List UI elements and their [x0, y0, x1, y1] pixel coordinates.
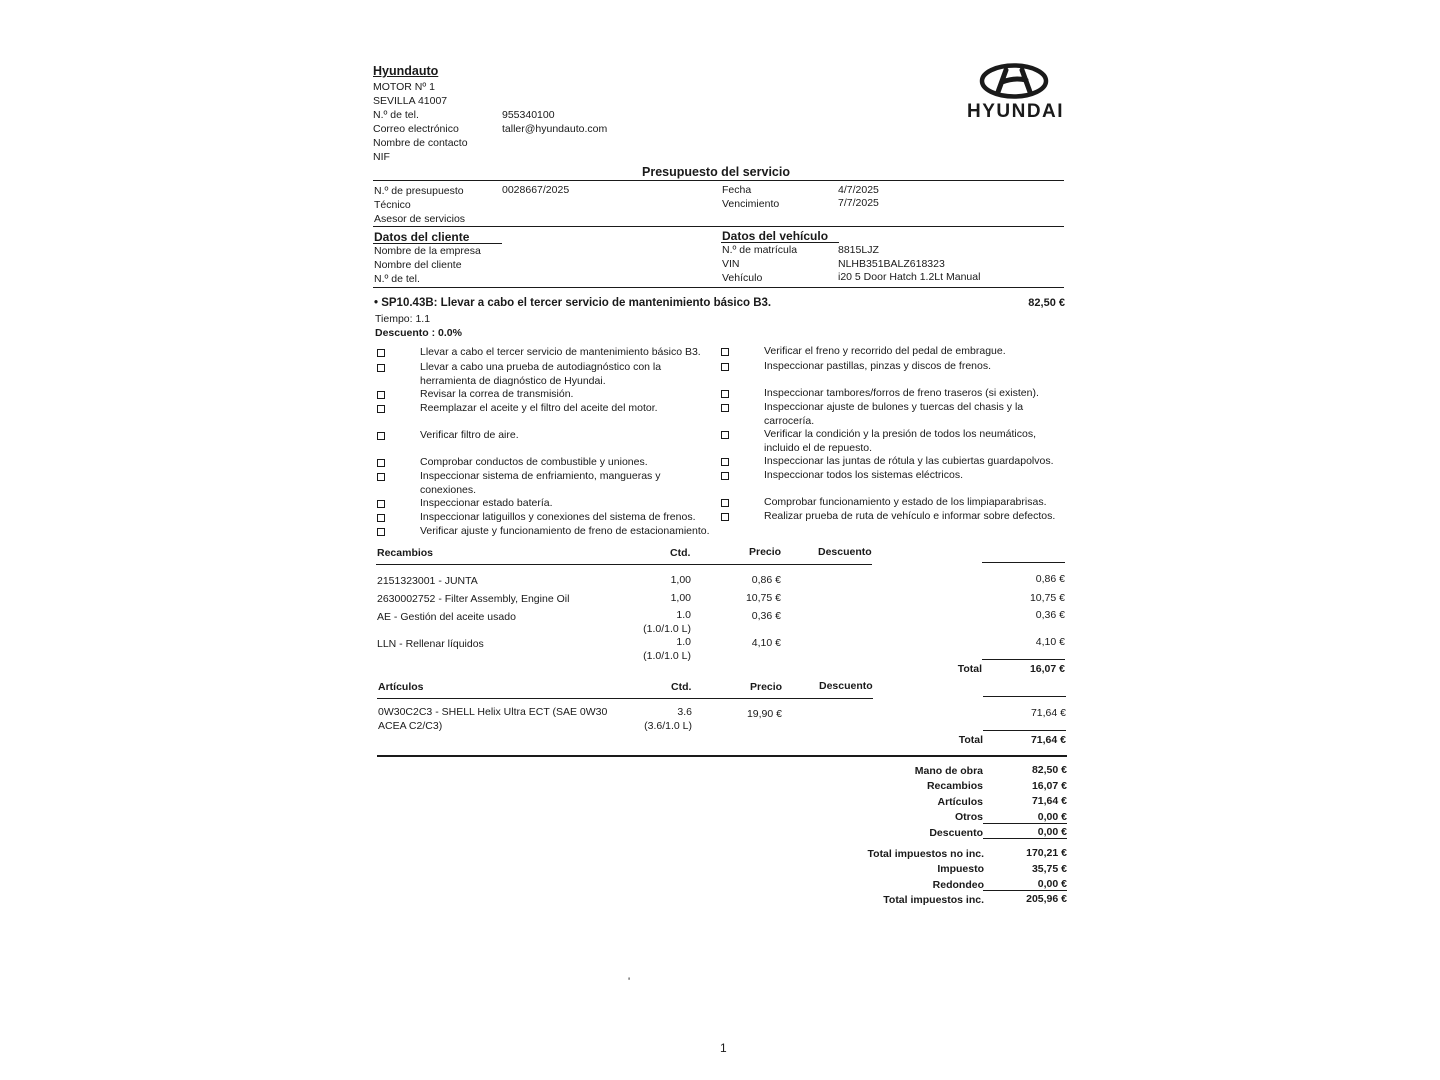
budget-divider [373, 226, 1064, 227]
tax-line [983, 890, 1067, 891]
checkbox-icon[interactable] [721, 404, 729, 412]
checkbox-icon[interactable] [377, 500, 385, 508]
articles-subtotal-divider [983, 730, 1066, 731]
hyundai-logo-icon [979, 63, 1049, 99]
vin-value: NLHB351BALZ618323 [838, 258, 945, 270]
checkbox-icon[interactable] [377, 391, 385, 399]
parts-total-value: 16,07 € [1029, 663, 1065, 675]
checkbox-icon[interactable] [721, 390, 729, 398]
vehicle-heading-underline [721, 242, 839, 243]
checkbox-icon[interactable] [377, 349, 385, 357]
task-right-2: Inspeccionar pastillas, pinzas y discos de frenos. [764, 360, 992, 372]
summary-parts-label: Recambios [926, 780, 983, 792]
service-discount: Descuento : 0.0% [375, 327, 462, 339]
page-number: 1 [720, 1041, 727, 1055]
vehicle-heading: Datos del vehículo [722, 229, 829, 243]
checkbox-icon[interactable] [721, 348, 729, 356]
articles-total-col-divider [983, 696, 1066, 697]
articles-col-qty: Ctd. [671, 681, 692, 693]
company-email: taller@hyundauto.com [502, 123, 608, 135]
articles-total-label: Total [958, 734, 983, 746]
part-row-1-qty: 1,00 [670, 574, 691, 586]
hyundai-logo-text: HYUNDAI [967, 101, 1065, 122]
checkbox-icon[interactable] [721, 458, 729, 466]
part-row-4-desc: LLN - Rellenar líquidos [377, 638, 484, 650]
checkbox-icon[interactable] [721, 363, 729, 371]
task-right-1: Verificar el freno y recorrido del pedal de embrague. [764, 345, 1006, 357]
service-time: Tiempo: 1.1 [375, 313, 431, 325]
parts-header-divider [376, 564, 872, 565]
tax-subtotal-label: Total impuestos no inc. [867, 848, 984, 860]
checkbox-icon[interactable] [377, 405, 385, 413]
plate-value: 8815LJZ [838, 244, 879, 256]
part-row-2-price: 10,75 € [745, 592, 781, 604]
article-row-1-qty: 3.6 [677, 706, 692, 718]
company-nif-label: NIF [373, 151, 390, 163]
expiry-label: Vencimiento [722, 198, 780, 210]
company-phone-label: N.º de tel. [373, 109, 419, 121]
parts-subtotal-divider [982, 659, 1065, 660]
checkbox-icon[interactable] [377, 528, 385, 536]
checkbox-icon[interactable] [377, 432, 385, 440]
checkbox-icon[interactable] [721, 499, 729, 507]
articles-heading: Artículos [378, 681, 424, 693]
checkbox-icon[interactable] [377, 514, 385, 522]
task-right-8: Comprobar funcionamiento y estado de los limpiaparabrisas. [764, 496, 1047, 508]
vehicle-model-label: Vehículo [722, 272, 763, 284]
part-row-2-desc: 2630002752 - Filter Assembly, Engine Oil [377, 593, 570, 605]
summary-line-1 [983, 823, 1067, 824]
task-right-7: Inspeccionar todos los sistemas eléctricos. [764, 469, 964, 481]
summary-divider [377, 755, 1067, 757]
part-row-1-total: 0,86 € [1035, 573, 1065, 585]
article-row-1-desc-line2: ACEA C2/C3) [378, 720, 443, 732]
summary-articles-value: 71,64 € [1031, 795, 1067, 807]
task-left-2: Llevar a cabo una prueba de autodiagnóstico con la herramienta de diagnóstico de Hyundai. [420, 361, 662, 387]
tax-value: 35,75 € [1031, 863, 1067, 875]
client-phone-label: N.º de tel. [374, 273, 420, 285]
stray-mark: ' [628, 976, 631, 988]
part-row-2-total: 10,75 € [1029, 592, 1065, 604]
plate-label: N.º de matrícula [722, 244, 798, 256]
summary-articles-label: Artículos [937, 796, 983, 808]
summary-parts-value: 16,07 € [1031, 780, 1067, 792]
task-left-8: Inspeccionar estado batería. [420, 497, 553, 509]
parts-total-col-divider [982, 562, 1065, 563]
parts-col-qty: Ctd. [670, 547, 691, 559]
part-row-3-price: 0,36 € [751, 610, 781, 622]
part-row-4-qty-detail: (1.0/1.0 L) [643, 650, 691, 662]
task-right-6: Inspeccionar las juntas de rótula y las cubiertas guardapolvos. [764, 455, 1054, 467]
tax-subtotal-value: 170,21 € [1026, 847, 1067, 859]
summary-discount-label: Descuento [929, 827, 983, 839]
company-name: Hyundauto [373, 64, 439, 78]
summary-line-2 [983, 838, 1067, 839]
part-row-3-qty: 1.0 [676, 609, 691, 621]
budget-number-label: N.º de presupuesto [374, 185, 464, 197]
title-divider [373, 180, 1064, 181]
task-left-5: Verificar filtro de aire. [420, 429, 519, 441]
checkbox-icon[interactable] [377, 459, 385, 467]
checkbox-icon[interactable] [377, 473, 385, 481]
client-heading-underline [373, 243, 502, 244]
client-company-label: Nombre de la empresa [374, 245, 481, 257]
company-address-line2: SEVILLA 41007 [373, 95, 448, 107]
client-name-label: Nombre del cliente [374, 259, 462, 271]
parts-col-price: Precio [749, 546, 782, 558]
grand-total-value: 205,96 € [1026, 893, 1067, 905]
advisor-label: Asesor de servicios [374, 213, 466, 225]
task-left-1: Llevar a cabo el tercer servicio de mantenimiento básico B3. [420, 346, 701, 358]
part-row-4-price: 4,10 € [751, 637, 781, 649]
part-row-4-total: 4,10 € [1035, 636, 1065, 648]
expiry-value: 7/7/2025 [838, 197, 879, 209]
service-price: 82,50 € [1028, 297, 1065, 309]
tax-label: Impuesto [937, 863, 984, 875]
task-right-9: Realizar prueba de ruta de vehículo e informar sobre defectos. [764, 510, 1056, 522]
article-row-1-total: 71,64 € [1030, 707, 1066, 719]
vehicle-divider [373, 287, 1064, 288]
parts-heading: Recambios [377, 547, 434, 559]
checkbox-icon[interactable] [721, 472, 729, 480]
summary-labor-value: 82,50 € [1031, 764, 1067, 776]
checkbox-icon[interactable] [721, 431, 729, 439]
summary-other-label: Otros [954, 811, 983, 823]
task-right-4: Inspeccionar ajuste de bulones y tuercas del chasis y la carrocería. [764, 401, 1024, 427]
article-row-1-price: 19,90 € [746, 708, 782, 720]
part-row-3-total: 0,36 € [1035, 609, 1065, 621]
parts-col-discount: Descuento [818, 546, 872, 558]
article-row-1-desc-line1: 0W30C2C3 - SHELL Helix Ultra ECT (SAE 0W30 [378, 706, 608, 718]
company-email-label: Correo electrónico [373, 123, 459, 135]
task-right-3: Inspeccionar tambores/forros de freno traseros (si existen). [764, 387, 1039, 399]
company-address-line1: MOTOR Nº 1 [373, 81, 435, 93]
vehicle-model-value: i20 5 Door Hatch 1.2Lt Manual [838, 271, 981, 283]
task-left-7: Inspeccionar sistema de enfriamiento, mangueras y conexiones. [420, 470, 661, 496]
part-row-1-price: 0,86 € [751, 574, 781, 586]
date-value: 4/7/2025 [838, 184, 879, 196]
part-row-2-qty: 1,00 [670, 592, 691, 604]
rounding-label: Redondeo [932, 879, 984, 891]
summary-labor-label: Mano de obra [914, 765, 983, 777]
company-phone: 955340100 [502, 109, 555, 121]
technician-label: Técnico [374, 199, 411, 211]
client-heading: Datos del cliente [374, 230, 470, 244]
articles-col-price: Precio [750, 681, 783, 693]
task-left-9: Inspeccionar latiguillos y conexiones del sistema de frenos. [420, 511, 696, 523]
checkbox-icon[interactable] [721, 513, 729, 521]
vin-label: VIN [722, 258, 740, 270]
summary-other-value: 0,00 € [1037, 811, 1067, 823]
service-title: • SP10.43B: Llevar a cabo el tercer servicio de mantenimiento básico B3. [374, 297, 772, 309]
task-left-10: Verificar ajuste y funcionamiento de freno de estacionamiento. [420, 525, 710, 537]
rounding-value: 0,00 € [1037, 878, 1067, 890]
part-row-3-desc: AE - Gestión del aceite usado [377, 611, 516, 623]
page-title: Presupuesto del servicio [642, 165, 790, 179]
articles-total-value: 71,64 € [1030, 734, 1066, 746]
task-left-6: Comprobar conductos de combustible y uniones. [420, 456, 648, 468]
task-left-3: Revisar la correa de transmisión. [420, 388, 574, 400]
task-right-5: Verificar la condición y la presión de todos los neumáticos, incluido el de repuesto. [764, 428, 1036, 454]
articles-col-discount: Descuento [819, 680, 873, 692]
article-row-1-qty-detail: (3.6/1.0 L) [644, 720, 692, 732]
checkbox-icon[interactable] [377, 364, 385, 372]
articles-header-divider [377, 698, 873, 699]
budget-number: 0028667/2025 [502, 184, 570, 196]
part-row-1-desc: 2151323001 - JUNTA [377, 575, 478, 587]
task-left-4: Reemplazar el aceite y el filtro del aceite del motor. [420, 402, 658, 414]
grand-total-label: Total impuestos inc. [883, 894, 984, 906]
parts-total-label: Total [957, 663, 982, 675]
part-row-4-qty: 1.0 [676, 636, 691, 648]
date-label: Fecha [722, 184, 752, 196]
summary-discount-value: 0,00 € [1037, 826, 1067, 838]
part-row-3-qty-detail: (1.0/1.0 L) [643, 623, 691, 635]
company-contact-label: Nombre de contacto [373, 137, 468, 149]
